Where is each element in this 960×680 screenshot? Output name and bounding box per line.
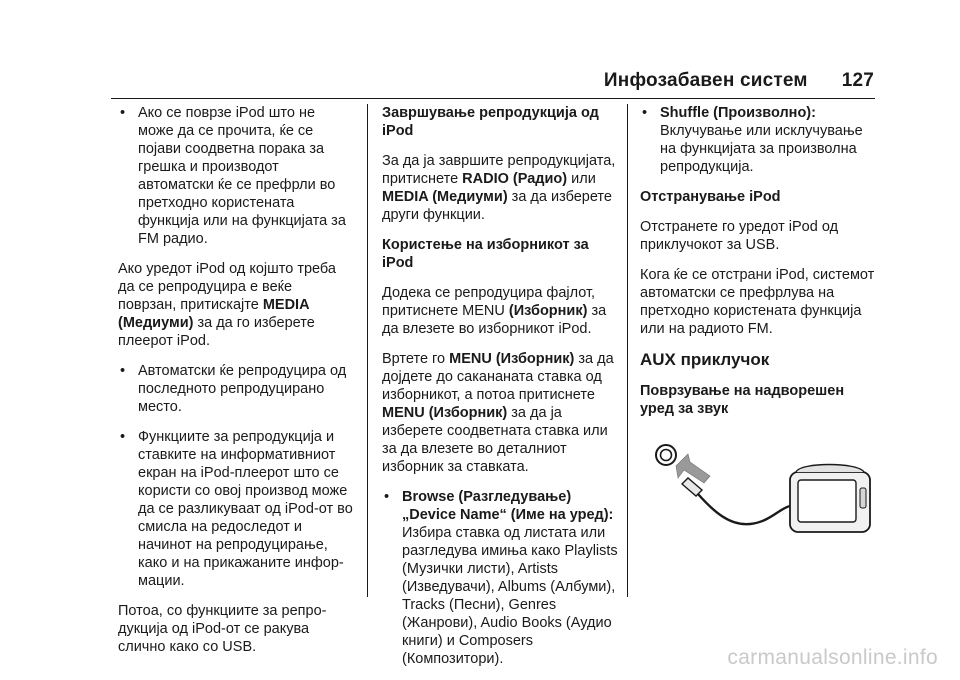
audio-cable [698, 494, 790, 524]
paragraph: Отстранете го уредот iPod од приклучокот за USB. [640, 219, 839, 253]
column-1 [118, 104, 354, 668]
text-run: за да ја изберете соодветната ставка или за да влезете во деталниот изборник за ставката. [382, 405, 608, 475]
text-run: за да влезете во изборникот iPod. [382, 303, 607, 337]
bullet-dot: • [120, 429, 126, 445]
bullet-text [402, 489, 618, 667]
page-number: 127 [841, 70, 874, 91]
bullet-dot: • [384, 489, 390, 505]
paragraph: Потоа, со функциите за репро-дукција од iPod-от се ракува слично како со USB. [118, 603, 327, 655]
button-ref: RADIO (Радио) [462, 171, 568, 187]
page-header [604, 70, 874, 92]
paragraph: Кога ќе се отстрани iPod, системот автоматски се префрлува на претходно користената функција или на радиото FM. [640, 267, 875, 337]
paragraph [382, 350, 620, 476]
aux-socket-inner [661, 450, 672, 461]
text-run: за да изберете други функции. [382, 189, 612, 223]
chapter-heading: AUX приклучок [640, 350, 770, 369]
text-run: за да дојдете до сакананата ставка од изборникот, а потоа притиснете [382, 351, 614, 403]
media-player-icon [790, 465, 870, 533]
column-divider [627, 104, 628, 597]
bullet-text: Ако се поврзе iPod што не може да се прочита, ќе се појави соодветна порака за грешка и производот автоматски ќе се префрли во претходно користената функција или на функцијата за FM радио. [138, 105, 346, 247]
section-heading: Завршување репродукција од iPod [382, 105, 599, 139]
column-3 [640, 104, 880, 430]
text-run: Вртете го [382, 351, 450, 367]
header-rule [111, 98, 875, 99]
jack-plug-icon [682, 478, 702, 496]
column-2 [382, 104, 620, 680]
bullet-item [118, 104, 354, 248]
page-title: Инфозабавен систем [603, 70, 808, 91]
bullet-item [382, 488, 620, 668]
watermark: carmanualsonline.info [727, 646, 938, 669]
column-divider [367, 104, 368, 597]
bullet-item [640, 104, 880, 176]
button-ref: MEDIA (Медиуми) [382, 189, 508, 205]
section-heading: Отстранување iPod [640, 189, 781, 205]
bullet-text [660, 105, 863, 175]
button-ref: MEDIA (Медиуми) [118, 297, 310, 331]
bullet-dot: • [120, 363, 126, 379]
text-run: За да ја завршите репродукцијата, притиснете [382, 153, 616, 187]
button-ref: MENU (Изборник) [382, 405, 508, 421]
bullet-dot: • [120, 105, 126, 121]
bullet-item [118, 362, 354, 416]
paragraph [382, 284, 620, 338]
paragraph [382, 152, 620, 224]
section-heading: Поврзување на надворешен уред за звук [640, 383, 845, 417]
text-run: или [567, 171, 596, 187]
text-run: за да го изберете плеерот iPod. [118, 315, 315, 349]
aux-connection-illustration [652, 442, 874, 542]
bullet-text: Автоматски ќе репродуцира од последното репродуцирано место. [138, 363, 347, 415]
aux-socket-icon [656, 445, 676, 465]
text-run: Ако уредот iPod од којшто треба да се репродуцира е веќе поврзан, притискајте [118, 261, 336, 313]
bullet-dot: • [642, 105, 648, 121]
button-ref: MENU (Изборник) [449, 351, 575, 367]
bullet-text: Функциите за репродукција и ставките на информативниот екран на iPod-плеерот што се користи со овој производ може да се разликуваат од iPod-от во смисла на редоследот и начинот на репродуцирање, како и на прикажаните инфор-мации. [138, 429, 353, 589]
paragraph [118, 260, 354, 350]
button-ref: (Изборник) [508, 303, 588, 319]
text-run: Вклучување или исклучување на функцијата за произволна репродукција. [660, 123, 863, 175]
insert-arrow-icon [676, 454, 710, 483]
text-run: Избира ставка од листата или разгледува имиња како Playlists (Музички листи), Artists (Изведувачи), Albums (Албуми), Tracks (Песни), Genres (Жанрови), Audio Books (Аудио книги) и Composers (Композитори). [402, 525, 618, 667]
bullet-label: Shuffle (Произволно): [660, 105, 816, 121]
bullet-item [118, 428, 354, 590]
text-run: Додека се репродуцира фајлот, притиснете MENU [382, 285, 596, 319]
bullet-label: Browse (Разгледување) „Device Name“ (Име на уред): [402, 489, 614, 523]
section-heading: Користење на изборникот за iPod [382, 237, 589, 271]
